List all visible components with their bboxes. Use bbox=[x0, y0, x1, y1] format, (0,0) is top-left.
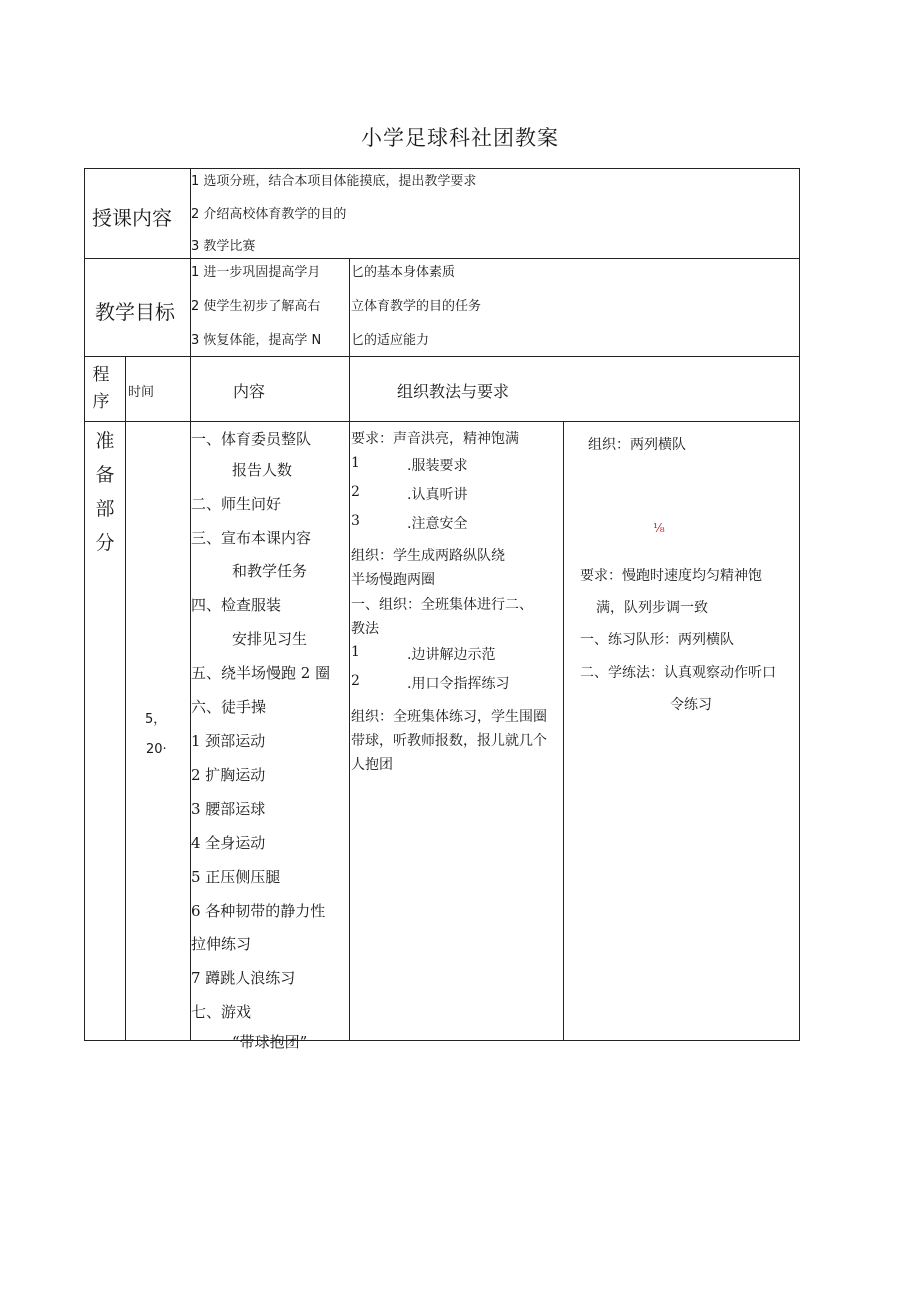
content-item: 和教学任务 bbox=[232, 562, 308, 580]
prep-content-list bbox=[191, 428, 349, 1051]
method-step: .边讲解边示范 bbox=[407, 647, 496, 663]
content-item: 4 全身运动 bbox=[191, 834, 266, 852]
method-number: 1 bbox=[351, 455, 360, 471]
content-item: 1 颈部运动 bbox=[191, 732, 266, 750]
table-border-right bbox=[799, 168, 800, 1041]
content-item: 6 各种韧带的静力性 bbox=[191, 902, 326, 920]
col-divider-content bbox=[349, 356, 350, 1041]
content-item: 7 蹲跳人浪练习 bbox=[191, 969, 296, 987]
method-step: .用口令指挥练习 bbox=[407, 676, 510, 692]
content-item: 拉伸练习 bbox=[191, 935, 252, 953]
content-item: “带球抱团” bbox=[232, 1033, 308, 1051]
practice-formation: 一、练习队形：两列横队 bbox=[580, 632, 734, 648]
method-step: .服装要求 bbox=[407, 458, 468, 474]
header-time: 时间 bbox=[128, 385, 155, 400]
objective-right: 立体育教学的目的任务 bbox=[351, 299, 482, 314]
method-number: 2 bbox=[351, 484, 360, 500]
col-divider-method bbox=[563, 421, 564, 1041]
content-item: 三、宣布本课内容 bbox=[191, 529, 312, 547]
method-organization: 教法 bbox=[351, 621, 379, 637]
table-border-bottom bbox=[84, 1040, 800, 1041]
content-item: 五、绕半场慢跑 2 圈 bbox=[191, 664, 331, 682]
method-organization: 一、组织：全班集体进行二、 bbox=[351, 597, 533, 613]
practice-method: 二、学练法：认真观察动作听口 bbox=[580, 665, 776, 681]
prep-time-minutes: 5， bbox=[145, 712, 167, 727]
header-method: 组织教法与要求 bbox=[397, 382, 510, 401]
objective-right: 匕的适应能力 bbox=[351, 333, 430, 348]
method-organization: 带球，听教师报数，报儿就几个 bbox=[351, 733, 547, 749]
content-item: 一、体育委员整队 bbox=[191, 430, 312, 448]
lesson-content-item: 2 介绍高校体育教学的目的 bbox=[191, 207, 347, 222]
content-item: 3 腰部运球 bbox=[191, 800, 266, 818]
lesson-content-item: 1 选项分班，结合本项目体能摸底，提出教学要求 bbox=[191, 174, 477, 189]
objective-left: 3 恢复体能，提高学 N bbox=[191, 333, 322, 348]
method-step: .认真听讲 bbox=[407, 487, 468, 503]
content-item: 2 扩胸运动 bbox=[191, 766, 266, 784]
formation-organization: 组织：两列横队 bbox=[588, 437, 686, 453]
content-item: 六、徒手操 bbox=[191, 698, 267, 716]
objective-left: 2 使学生初步了解高右 bbox=[191, 299, 321, 314]
method-organization: 半场慢跑两圈 bbox=[351, 572, 435, 588]
col-divider-objectives bbox=[349, 258, 350, 356]
section-label-objectives: 教学目标 bbox=[95, 300, 175, 324]
content-item: 七、游戏 bbox=[191, 1003, 252, 1021]
method-organization: 组织：学生成两路纵队绕 bbox=[351, 548, 505, 564]
objective-left: 1 进一步巩固提高学月 bbox=[191, 265, 321, 280]
table-border-left bbox=[84, 168, 85, 1041]
prep-section-label: 准 备 部 分 bbox=[95, 430, 115, 554]
section-label-lesson-content: 授课内容 bbox=[92, 206, 172, 230]
method-step: .注意安全 bbox=[407, 516, 468, 532]
method-organization: 组织：全班集体练习，学生围圈 bbox=[351, 709, 547, 725]
page-title: 小学足球科社团教案 bbox=[361, 126, 559, 150]
content-item: 安排见习生 bbox=[232, 630, 308, 648]
table-border-top bbox=[84, 168, 800, 169]
method-requirement: 要求：声音洪亮，精神饱满 bbox=[351, 431, 519, 447]
formation-requirement: 满，队列步调一致 bbox=[596, 600, 708, 616]
content-item: 报告人数 bbox=[232, 461, 293, 479]
header-content: 内容 bbox=[233, 382, 266, 401]
objective-right: 匕的基本身体素质 bbox=[351, 265, 456, 280]
method-number: 2 bbox=[351, 673, 360, 689]
row-divider-1 bbox=[84, 258, 800, 259]
row-divider-3 bbox=[84, 421, 800, 422]
method-number: 3 bbox=[351, 513, 360, 529]
formation-mark: ⅛ bbox=[653, 521, 665, 535]
content-item: 5 正压侧压腿 bbox=[191, 868, 281, 886]
lesson-content-item: 3 教学比赛 bbox=[191, 239, 256, 254]
header-procedure: 程 序 bbox=[92, 365, 110, 412]
method-number: 1 bbox=[351, 644, 360, 660]
content-item: 四、检查服装 bbox=[191, 596, 282, 614]
practice-method: 令练习 bbox=[670, 697, 712, 713]
content-item: 二、师生问好 bbox=[191, 495, 282, 513]
row-divider-2 bbox=[84, 356, 800, 357]
col-divider-procedure bbox=[125, 356, 126, 1041]
method-organization: 人抱团 bbox=[351, 757, 393, 773]
formation-requirement: 要求：慢跑时速度均匀精神饱 bbox=[580, 568, 762, 584]
prep-time-total: 20· bbox=[146, 742, 167, 757]
